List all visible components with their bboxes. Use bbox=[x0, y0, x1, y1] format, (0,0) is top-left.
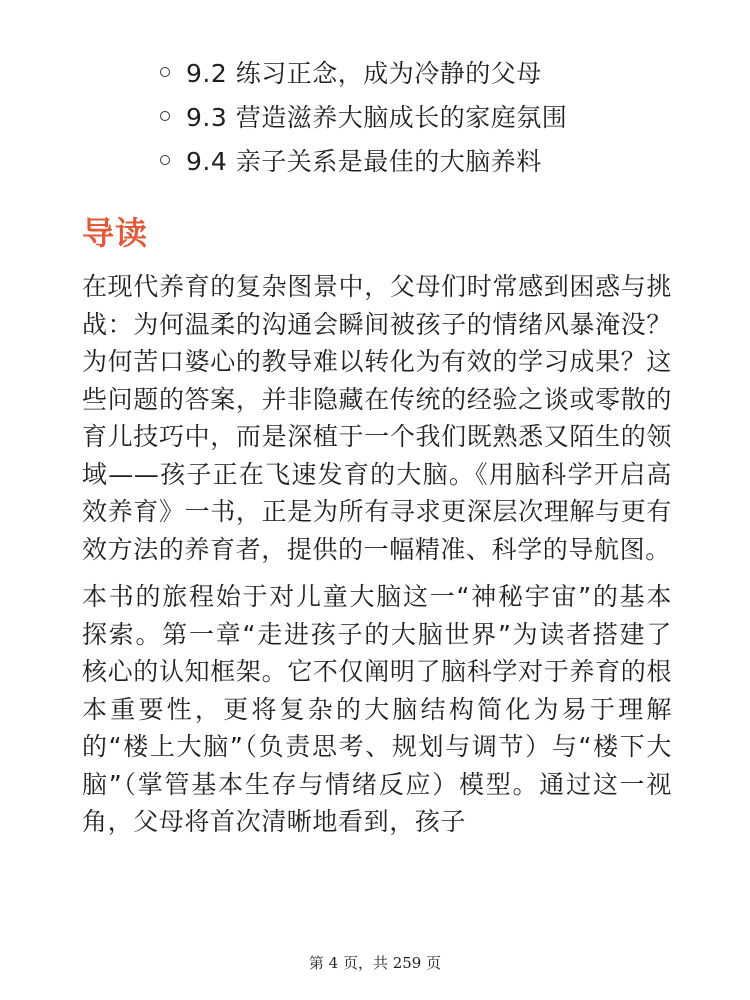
circle-bullet-icon bbox=[160, 155, 170, 165]
toc-item-label: 9.3 营造滋养大脑成长的家庭氛围 bbox=[186, 103, 568, 132]
toc-item-label: 9.4 亲子关系是最佳的大脑养料 bbox=[186, 147, 542, 176]
toc-item-label: 9.2 练习正念，成为冷静的父母 bbox=[186, 59, 542, 88]
section-title: 导读 bbox=[82, 214, 149, 252]
toc-item[interactable] bbox=[160, 50, 567, 94]
paragraph: 在现代养育的复杂图景中，父母们时常感到困惑与挑战：为何温柔的沟通会瞬间被孩子的情绪风暴淹没？为何苦口婆心的教导难以转化为有效的学习成果？这些问题的答案，并非隐藏在传统的经验之谈或零散的育儿技巧中，而是深植于一个我们既熟悉又陌生的领域——孩子正在飞速发育的大脑。《用脑科学开启高效养育》一书，正是为所有寻求更深层次理解与更有效方法的养育者，提供的一幅精准、科学的导航图。 bbox=[82, 272, 672, 564]
page-number-footer: 第 4 页，共 259 页 bbox=[308, 954, 442, 972]
body-text bbox=[82, 268, 672, 851]
circle-bullet-icon bbox=[160, 67, 170, 77]
circle-bullet-icon bbox=[160, 111, 170, 121]
table-of-contents bbox=[160, 50, 567, 182]
toc-item[interactable] bbox=[160, 138, 567, 182]
paragraph: 本书的旅程始于对儿童大脑这一“神秘宇宙”的基本探索。第一章“走进孩子的大脑世界”为读者搭建了核心的认知框架。它不仅阐明了脑科学对于养育的根本重要性，更将复杂的大脑结构简化为易于理解的“楼上大脑”（负责思考、规划与调节）与“楼下大脑”（掌管基本生存与情绪反应）模型。通过这一视角，父母将首次清晰地看到，孩子 bbox=[82, 582, 672, 836]
toc-item[interactable] bbox=[160, 94, 567, 138]
